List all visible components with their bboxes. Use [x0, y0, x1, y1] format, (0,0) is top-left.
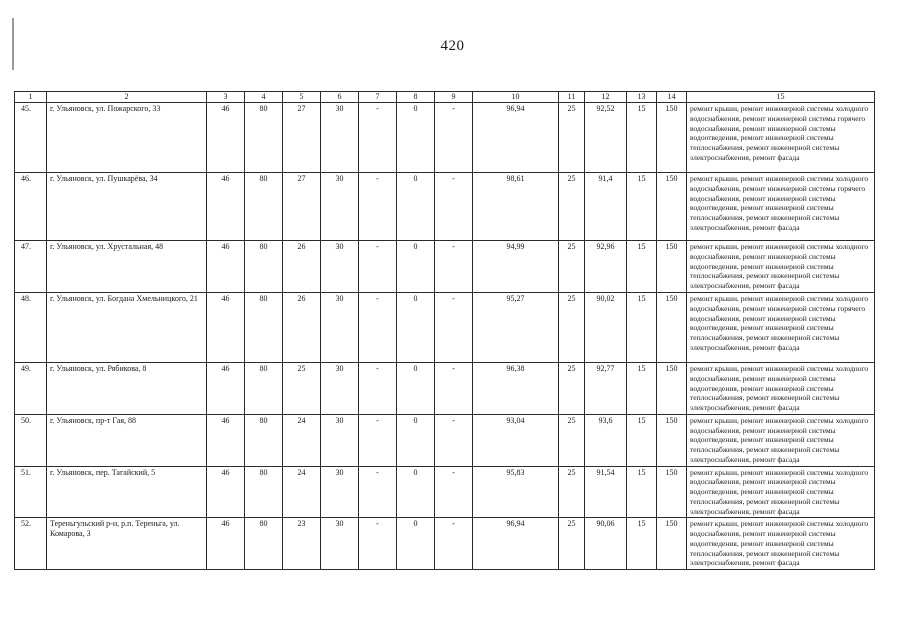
value-cell: 91,4: [585, 173, 627, 241]
value-cell: -: [359, 518, 397, 570]
value-cell: 15: [627, 363, 657, 415]
table-row: [15, 173, 875, 241]
header-cell: 14: [657, 92, 687, 103]
value-cell: 80: [245, 518, 283, 570]
value-cell: 150: [657, 518, 687, 570]
value-cell: 150: [657, 414, 687, 466]
value-cell: -: [435, 414, 473, 466]
value-cell: -: [359, 173, 397, 241]
value-cell: 30: [321, 241, 359, 293]
work-description-cell: ремонт крыши, ремонт инженерной системы холодного водоснабжения, ремонт инженерной системы водоотведения, ремонт инженерной системы теплоснабжения, ремонт инженерной системы электроснабжения, ремонт фасада: [687, 414, 875, 466]
value-cell: -: [359, 293, 397, 363]
value-cell: -: [435, 173, 473, 241]
value-cell: 15: [627, 103, 657, 173]
address-cell: г. Ульяновск, ул. Богдана Хмельницкого, 21: [47, 293, 207, 363]
address-cell: г. Ульяновск, ул. Рябикова, 8: [47, 363, 207, 415]
value-cell: 25: [559, 414, 585, 466]
value-cell: 80: [245, 363, 283, 415]
work-description-cell: ремонт крыши, ремонт инженерной системы холодного водоснабжения, ремонт инженерной системы горячего водоснабжения, ремонт инженерной системы водоотведения, ремонт инженерной системы теплоснабжения, ремонт инженерной системы электроснабжения, ремонт фасада: [687, 293, 875, 363]
value-cell: 150: [657, 173, 687, 241]
value-cell: 24: [283, 466, 321, 518]
table-row: [15, 414, 875, 466]
value-cell: 25: [559, 173, 585, 241]
value-cell: 23: [283, 518, 321, 570]
value-cell: 15: [627, 173, 657, 241]
value-cell: -: [359, 466, 397, 518]
table-row: [15, 466, 875, 518]
value-cell: 25: [559, 103, 585, 173]
value-cell: 92,77: [585, 363, 627, 415]
header-cell: 2: [47, 92, 207, 103]
work-description-cell: ремонт крыши, ремонт инженерной системы холодного водоснабжения, ремонт инженерной системы горячего водоснабжения, ремонт инженерной системы водоотведения, ремонт инженерной системы теплоснабжения, ремонт инженерной системы электроснабжения, ремонт фасада: [687, 103, 875, 173]
value-cell: 46: [207, 518, 245, 570]
value-cell: 80: [245, 293, 283, 363]
header-cell: 7: [359, 92, 397, 103]
value-cell: 30: [321, 103, 359, 173]
value-cell: 46: [207, 466, 245, 518]
value-cell: -: [435, 293, 473, 363]
header-cell: 4: [245, 92, 283, 103]
value-cell: 25: [283, 363, 321, 415]
work-description-cell: ремонт крыши, ремонт инженерной системы холодного водоснабжения, ремонт инженерной системы водоотведения, ремонт инженерной системы теплоснабжения, ремонт инженерной системы электроснабжения, ремонт фасада: [687, 241, 875, 293]
value-cell: -: [359, 363, 397, 415]
table-row: [15, 241, 875, 293]
value-cell: -: [359, 103, 397, 173]
header-cell: 15: [687, 92, 875, 103]
value-cell: 26: [283, 293, 321, 363]
value-cell: 0: [397, 518, 435, 570]
value-cell: -: [435, 518, 473, 570]
value-cell: 80: [245, 241, 283, 293]
value-cell: 26: [283, 241, 321, 293]
work-description-cell: ремонт крыши, ремонт инженерной системы холодного водоснабжения, ремонт инженерной системы горячего водоснабжения, ремонт инженерной системы водоотведения, ремонт инженерной системы теплоснабжения, ремонт инженерной системы электроснабжения, ремонт фасада: [687, 173, 875, 241]
table-row: [15, 363, 875, 415]
value-cell: 150: [657, 103, 687, 173]
address-cell: г. Ульяновск, ул. Пушкарёва, 34: [47, 173, 207, 241]
row-index: 50.: [15, 414, 47, 466]
value-cell: 0: [397, 173, 435, 241]
value-cell: 0: [397, 466, 435, 518]
value-cell: -: [359, 241, 397, 293]
header-cell: 10: [473, 92, 559, 103]
value-cell: 30: [321, 466, 359, 518]
value-cell: 0: [397, 103, 435, 173]
value-cell: -: [359, 414, 397, 466]
value-cell: 92,52: [585, 103, 627, 173]
header-cell: 6: [321, 92, 359, 103]
header-cell: 5: [283, 92, 321, 103]
address-cell: г. Ульяновск, пр-т Гая, 88: [47, 414, 207, 466]
header-cell: 1: [15, 92, 47, 103]
value-cell: 96,94: [473, 103, 559, 173]
value-cell: 0: [397, 293, 435, 363]
value-cell: 94,99: [473, 241, 559, 293]
table-row: [15, 293, 875, 363]
header-cell: 8: [397, 92, 435, 103]
value-cell: 95,27: [473, 293, 559, 363]
value-cell: 0: [397, 414, 435, 466]
row-index: 51.: [15, 466, 47, 518]
row-index: 45.: [15, 103, 47, 173]
value-cell: 0: [397, 241, 435, 293]
value-cell: 80: [245, 173, 283, 241]
value-cell: 27: [283, 103, 321, 173]
address-cell: г. Ульяновск, пер. Тагайский, 5: [47, 466, 207, 518]
value-cell: 93,6: [585, 414, 627, 466]
value-cell: -: [435, 241, 473, 293]
value-cell: 0: [397, 363, 435, 415]
value-cell: 92,96: [585, 241, 627, 293]
header-cell: 11: [559, 92, 585, 103]
row-index: 47.: [15, 241, 47, 293]
value-cell: 30: [321, 173, 359, 241]
address-cell: Тереньгульский р-н, р.п. Тереньга, ул. Комарова, 3: [47, 518, 207, 570]
header-cell: 3: [207, 92, 245, 103]
value-cell: 90,06: [585, 518, 627, 570]
value-cell: 98,61: [473, 173, 559, 241]
value-cell: 150: [657, 241, 687, 293]
value-cell: 46: [207, 363, 245, 415]
value-cell: 150: [657, 293, 687, 363]
value-cell: -: [435, 466, 473, 518]
row-index: 46.: [15, 173, 47, 241]
value-cell: 15: [627, 293, 657, 363]
value-cell: 15: [627, 414, 657, 466]
table-row: [15, 518, 875, 570]
value-cell: 91,54: [585, 466, 627, 518]
address-cell: г. Ульяновск, ул. Пожарского, 33: [47, 103, 207, 173]
value-cell: 30: [321, 293, 359, 363]
page-number: 420: [440, 38, 465, 54]
value-cell: 80: [245, 103, 283, 173]
header-cell: 13: [627, 92, 657, 103]
work-description-cell: ремонт крыши, ремонт инженерной системы холодного водоснабжения, ремонт инженерной системы водоотведения, ремонт инженерной системы теплоснабжения, ремонт инженерной системы электроснабжения, ремонт фасада: [687, 363, 875, 415]
value-cell: 25: [559, 518, 585, 570]
value-cell: 80: [245, 466, 283, 518]
value-cell: 30: [321, 518, 359, 570]
value-cell: -: [435, 103, 473, 173]
header-cell: 9: [435, 92, 473, 103]
row-index: 52.: [15, 518, 47, 570]
work-description-cell: ремонт крыши, ремонт инженерной системы холодного водоснабжения, ремонт инженерной системы водоотведения, ремонт инженерной системы теплоснабжения, ремонт инженерной системы электроснабжения, ремонт фасада: [687, 518, 875, 570]
value-cell: 150: [657, 466, 687, 518]
value-cell: 27: [283, 173, 321, 241]
value-cell: 30: [321, 363, 359, 415]
value-cell: 46: [207, 414, 245, 466]
value-cell: 95,83: [473, 466, 559, 518]
value-cell: 15: [627, 466, 657, 518]
value-cell: 25: [559, 363, 585, 415]
value-cell: 46: [207, 103, 245, 173]
row-index: 49.: [15, 363, 47, 415]
value-cell: 96,94: [473, 518, 559, 570]
table-row: [15, 103, 875, 173]
value-cell: 90,02: [585, 293, 627, 363]
value-cell: 30: [321, 414, 359, 466]
value-cell: 96,38: [473, 363, 559, 415]
repair-table: [14, 91, 875, 570]
value-cell: -: [435, 363, 473, 415]
value-cell: 93,04: [473, 414, 559, 466]
column-number-row: [15, 92, 875, 103]
value-cell: 46: [207, 241, 245, 293]
value-cell: 46: [207, 173, 245, 241]
value-cell: 25: [559, 466, 585, 518]
value-cell: 25: [559, 293, 585, 363]
value-cell: 46: [207, 293, 245, 363]
work-description-cell: ремонт крыши, ремонт инженерной системы холодного водоснабжения, ремонт инженерной системы водоотведения, ремонт инженерной системы теплоснабжения, ремонт инженерной системы электроснабжения, ремонт фасада: [687, 466, 875, 518]
value-cell: 15: [627, 518, 657, 570]
address-cell: г. Ульяновск, ул. Хрустальная, 48: [47, 241, 207, 293]
row-index: 48.: [15, 293, 47, 363]
header-cell: 12: [585, 92, 627, 103]
value-cell: 150: [657, 363, 687, 415]
value-cell: 25: [559, 241, 585, 293]
value-cell: 24: [283, 414, 321, 466]
value-cell: 80: [245, 414, 283, 466]
value-cell: 15: [627, 241, 657, 293]
